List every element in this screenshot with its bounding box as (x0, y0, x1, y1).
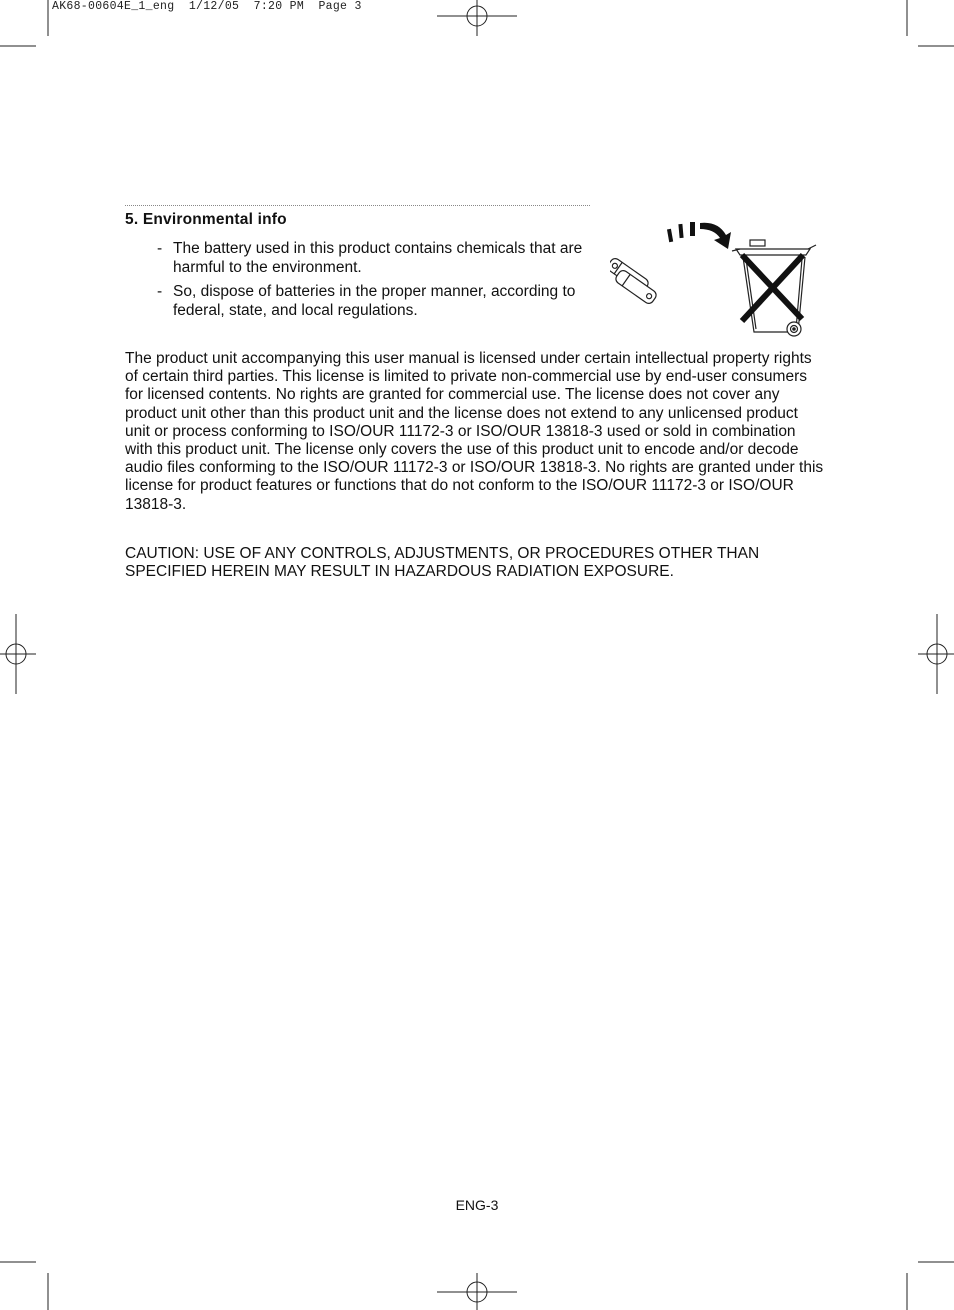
bullet-dash: - (157, 283, 163, 300)
registration-mark-icon (437, 0, 517, 36)
registration-mark-icon (918, 614, 954, 694)
curved-arrow-icon (667, 222, 731, 249)
bullet-item (157, 283, 597, 320)
bullet-list (157, 240, 597, 326)
registration-mark-icon (437, 1273, 517, 1310)
bullet-text: The battery used in this product contains chemicals that are harmful to the environment. (173, 240, 583, 276)
registration-mark-icon (0, 614, 36, 694)
print-slug: AK68-00604E_1_eng 1/12/05 7:20 PM Page 3 (52, 0, 362, 13)
license-paragraph: The product unit accompanying this user manual is licensed under certain intellectual property rights of certain third parties. This license is limited to private non-commercial use by end-user consumers for licensed contents. No rights are granted for commercial use. The license does not cover any product unit other than this product unit and the license does not extend to any unlicensed product unit or process conforming to ISO/OUR 11172-3 or ISO/OUR 13818-3 used or sold in combination with this product unit. The license only covers the use of this product unit to encode and/or decode audio files conforming to the ISO/OUR 11172-3 or ISO/OUR 13818-3. No rights are granted under this license for product features or functions that do not conform to the ISO/OUR 11172-3 or ISO/OUR 13818-3. (125, 350, 824, 513)
bullet-item (157, 240, 597, 277)
section-title: 5. Environmental info (125, 211, 287, 228)
battery-icon (610, 257, 658, 306)
section-divider (125, 205, 590, 206)
bullet-dash: - (157, 240, 163, 257)
caution-paragraph: CAUTION: USE OF ANY CONTROLS, ADJUSTMENTS, OR PROCEDURES OTHER THAN SPECIFIED HEREIN MAY RESULT IN HAZARDOUS RADIATION EXPOSURE. (125, 545, 760, 581)
crossed-out-wheelie-bin-icon (732, 240, 816, 336)
battery-disposal-illustration (610, 215, 820, 340)
bullet-text: So, dispose of batteries in the proper manner, according to federal, state, and local regulations. (173, 283, 576, 319)
page-number: ENG-3 (455, 1197, 499, 1213)
